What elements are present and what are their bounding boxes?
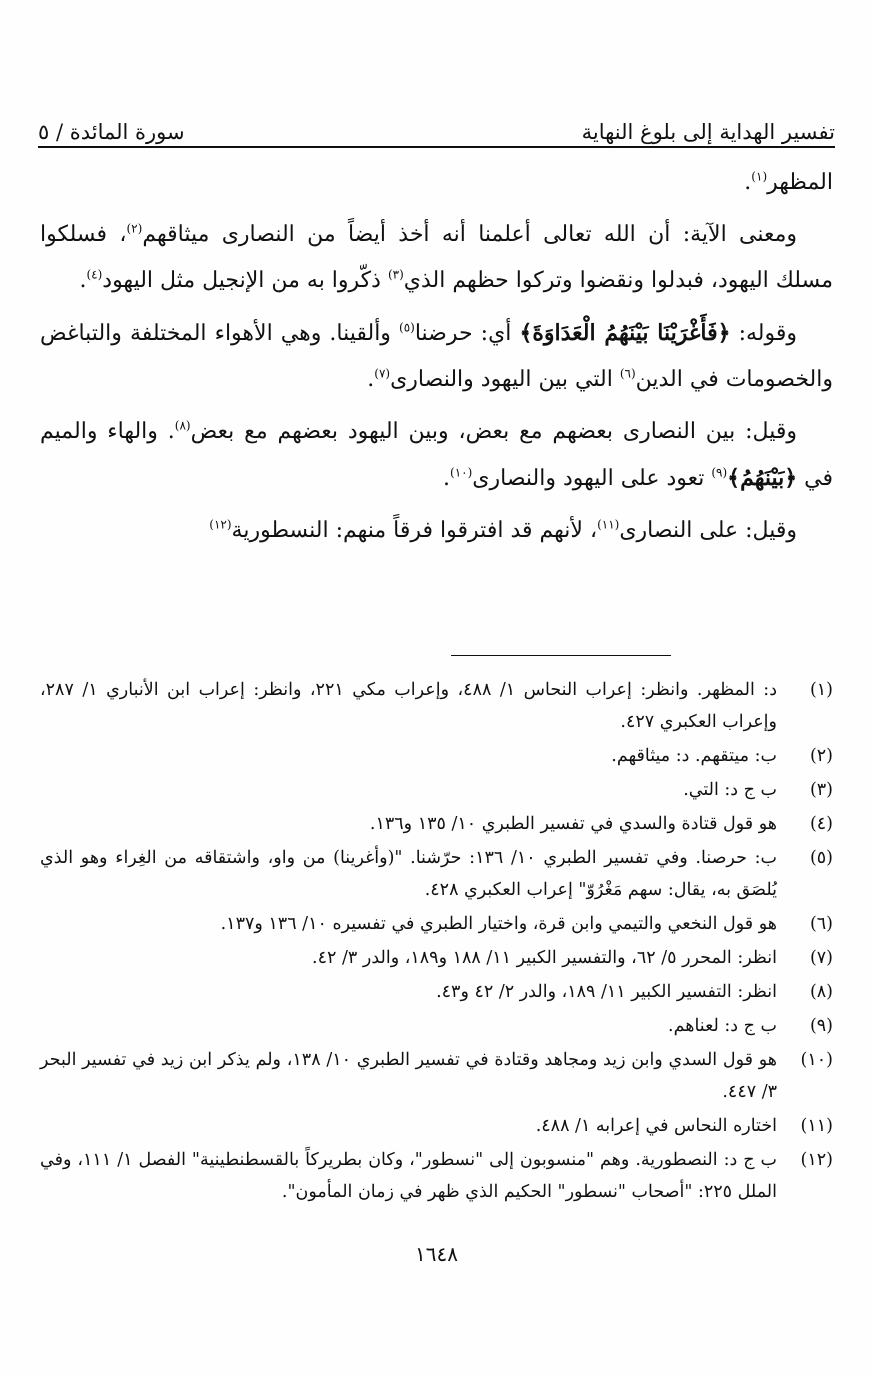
p5-a: وقيل: على النصارى: [619, 518, 797, 543]
footnote-4: [40, 808, 833, 840]
p2-end: .: [79, 268, 87, 293]
header-rule: [38, 146, 835, 148]
p4-a: وقيل: بين النصارى بعضهم مع بعض، وبين اليهود بعضهم مع بعض: [190, 419, 797, 444]
footnote-2: [40, 740, 833, 772]
footnote-number: (١): [809, 680, 833, 700]
p2-a: ومعنى الآية: أن الله تعالى أعلمنا أنه أخذ أيضاً من النصارى ميثاقهم: [142, 222, 797, 247]
main-text: [40, 160, 833, 560]
p2-b: ، فسلكوا مسلك اليهود، فبدلوا ونقضوا وتركوا حظهم الذي: [40, 222, 833, 293]
footnote-number: (١٠): [800, 1050, 833, 1070]
footnote-number: (٧): [809, 948, 833, 968]
p4-c: تعود على اليهود والنصارى: [472, 466, 712, 491]
footnote-text: هو قول قتادة والسدي في تفسير الطبري ١٠/ ١٣٥ و١٣٦.: [369, 814, 777, 834]
book-title: تفسير الهداية إلى بلوغ النهاية: [581, 120, 835, 144]
footnote-ref-7[interactable]: (٧): [374, 366, 391, 381]
p3-b: أي: حرضنا: [414, 321, 520, 346]
paragraph-2: [40, 212, 833, 304]
footnote-text: ب: حرصنا. وفي تفسير الطبري ١٠/ ١٣٦: حرّشنا. "(وأغرينا) من واو، واشتقاقه من الغِراء وهو الذي يُلصَق به، يقال: سهم مَغْرُوّ" إعراب العكبري ٤٢٨.: [40, 848, 777, 900]
paragraph-3: [40, 310, 833, 403]
footnote-5: [40, 842, 833, 906]
footnote-9: [40, 1010, 833, 1042]
footnote-ref-6[interactable]: (٦): [619, 366, 636, 381]
footnote-number: (٦): [809, 914, 833, 934]
footnote-ref-10[interactable]: (١٠): [450, 465, 473, 480]
footnote-number: (١١): [800, 1116, 833, 1136]
footnote-text: انظر: التفسير الكبير ١١/ ١٨٩، والدر ٢/ ٤٢ و٤٣.: [436, 982, 777, 1002]
footnote-11: [40, 1110, 833, 1142]
footnote-number: (٨): [809, 982, 833, 1002]
footnote-ref-2[interactable]: (٢): [126, 221, 143, 236]
p4-b: . والهاء والميم في: [40, 419, 833, 491]
surah-label: سورة المائدة / ٥: [38, 120, 185, 144]
p1-text: المظهر: [767, 170, 833, 195]
footnote-1: [40, 674, 833, 738]
footnote-3: [40, 774, 833, 806]
p3-c: وألقينا. وهي الأهواء المختلفة والتباغض والخصومات في الدين: [40, 321, 833, 392]
footnote-text: هو قول السدي وابن زيد ومجاهد وقتادة في تفسير الطبري ١٠/ ١٣٨، ولم يذكر ابن زيد في تفسير البحر ٣/ ٤٤٧.: [40, 1050, 777, 1102]
footnote-ref-12[interactable]: (١٢): [209, 517, 232, 532]
p2-c: ذكّروا به من الإنجيل مثل اليهود: [102, 268, 388, 293]
footnote-ref-11[interactable]: (١١): [597, 517, 620, 532]
footnote-number: (٥): [809, 848, 833, 868]
p3-d: التي بين اليهود والنصارى: [390, 367, 620, 392]
quran-verse-1: ﴿فَأَغْرَيْنَا بَيْنَهُمُ الْعَدَاوَةَ﴾: [519, 320, 731, 346]
footnote-8: [40, 976, 833, 1008]
footnote-number: (٩): [809, 1016, 833, 1036]
footnote-text: هو قول النخعي والتيمي وابن قرة، واختيار الطبري في تفسيره ١٠/ ١٣٦ و١٣٧.: [220, 914, 777, 934]
p4-end: .: [443, 466, 450, 491]
p3-a: وقوله:: [730, 321, 797, 346]
footnote-ref-5[interactable]: (٥): [399, 320, 415, 335]
footnote-separator: [451, 655, 671, 656]
footnote-text: انظر: المحرر ٥/ ٦٢، والتفسير الكبير ١١/ ١٨٨ و١٨٩، والدر ٣/ ٤٢.: [312, 948, 777, 968]
footnote-10: [40, 1044, 833, 1108]
p5-b: ، لأنهم قد افترقوا فرقاً منهم: النسطورية: [231, 518, 598, 543]
footnote-6: [40, 908, 833, 940]
footnote-text: ب: ميتقهم. د: ميثاقهم.: [611, 746, 777, 766]
footnote-ref-9[interactable]: (٩): [711, 465, 728, 480]
footnote-12: [40, 1144, 833, 1208]
footnote-text: ب ج د: لعناهم.: [668, 1016, 777, 1036]
footnote-ref-1[interactable]: (١): [751, 169, 768, 184]
footnote-ref-3[interactable]: (٣): [387, 267, 404, 282]
footnote-text: ب ج د: النصطورية. وهم "منسوبون إلى "نسطور"، وكان بطريركاً بالقسطنطينية" الفصل ١/ ١١١، وفي الملل ٢٢٥: "أصحاب "نسطور" الحكيم الذي ظهر في زمان المأمون".: [40, 1150, 777, 1202]
footnote-text: د: المظهر. وانظر: إعراب النحاس ١/ ٤٨٨، وإعراب مكي ٢٢١، وانظر: إعراب ابن الأنباري ١/ ٢٨٧، وإعراب العكبري ٤٢٧.: [40, 680, 777, 732]
footnote-text: اختاره النحاس في إعرابه ١/ ٤٨٨.: [535, 1116, 777, 1136]
footnote-number: (٢): [809, 746, 833, 766]
p3-end: .: [367, 367, 375, 392]
footnote-number: (٣): [809, 780, 833, 800]
footnote-ref-8[interactable]: (٨): [174, 418, 191, 433]
quran-verse-2: ﴿بَيْنَهُمُ﴾: [727, 465, 798, 491]
paragraph-4: [40, 409, 833, 502]
running-header: [38, 104, 835, 144]
footnotes: [40, 674, 833, 1210]
footnote-ref-4[interactable]: (٤): [86, 267, 103, 282]
page-number: ١٦٤٨: [415, 1242, 458, 1266]
footnote-7: [40, 942, 833, 974]
footnote-number: (١٢): [800, 1150, 833, 1170]
footnote-text: ب ج د: التي.: [683, 780, 777, 800]
paragraph-1: [40, 160, 833, 206]
paragraph-5: [40, 508, 833, 554]
footnote-number: (٤): [809, 814, 833, 834]
p1-end: .: [744, 170, 752, 195]
